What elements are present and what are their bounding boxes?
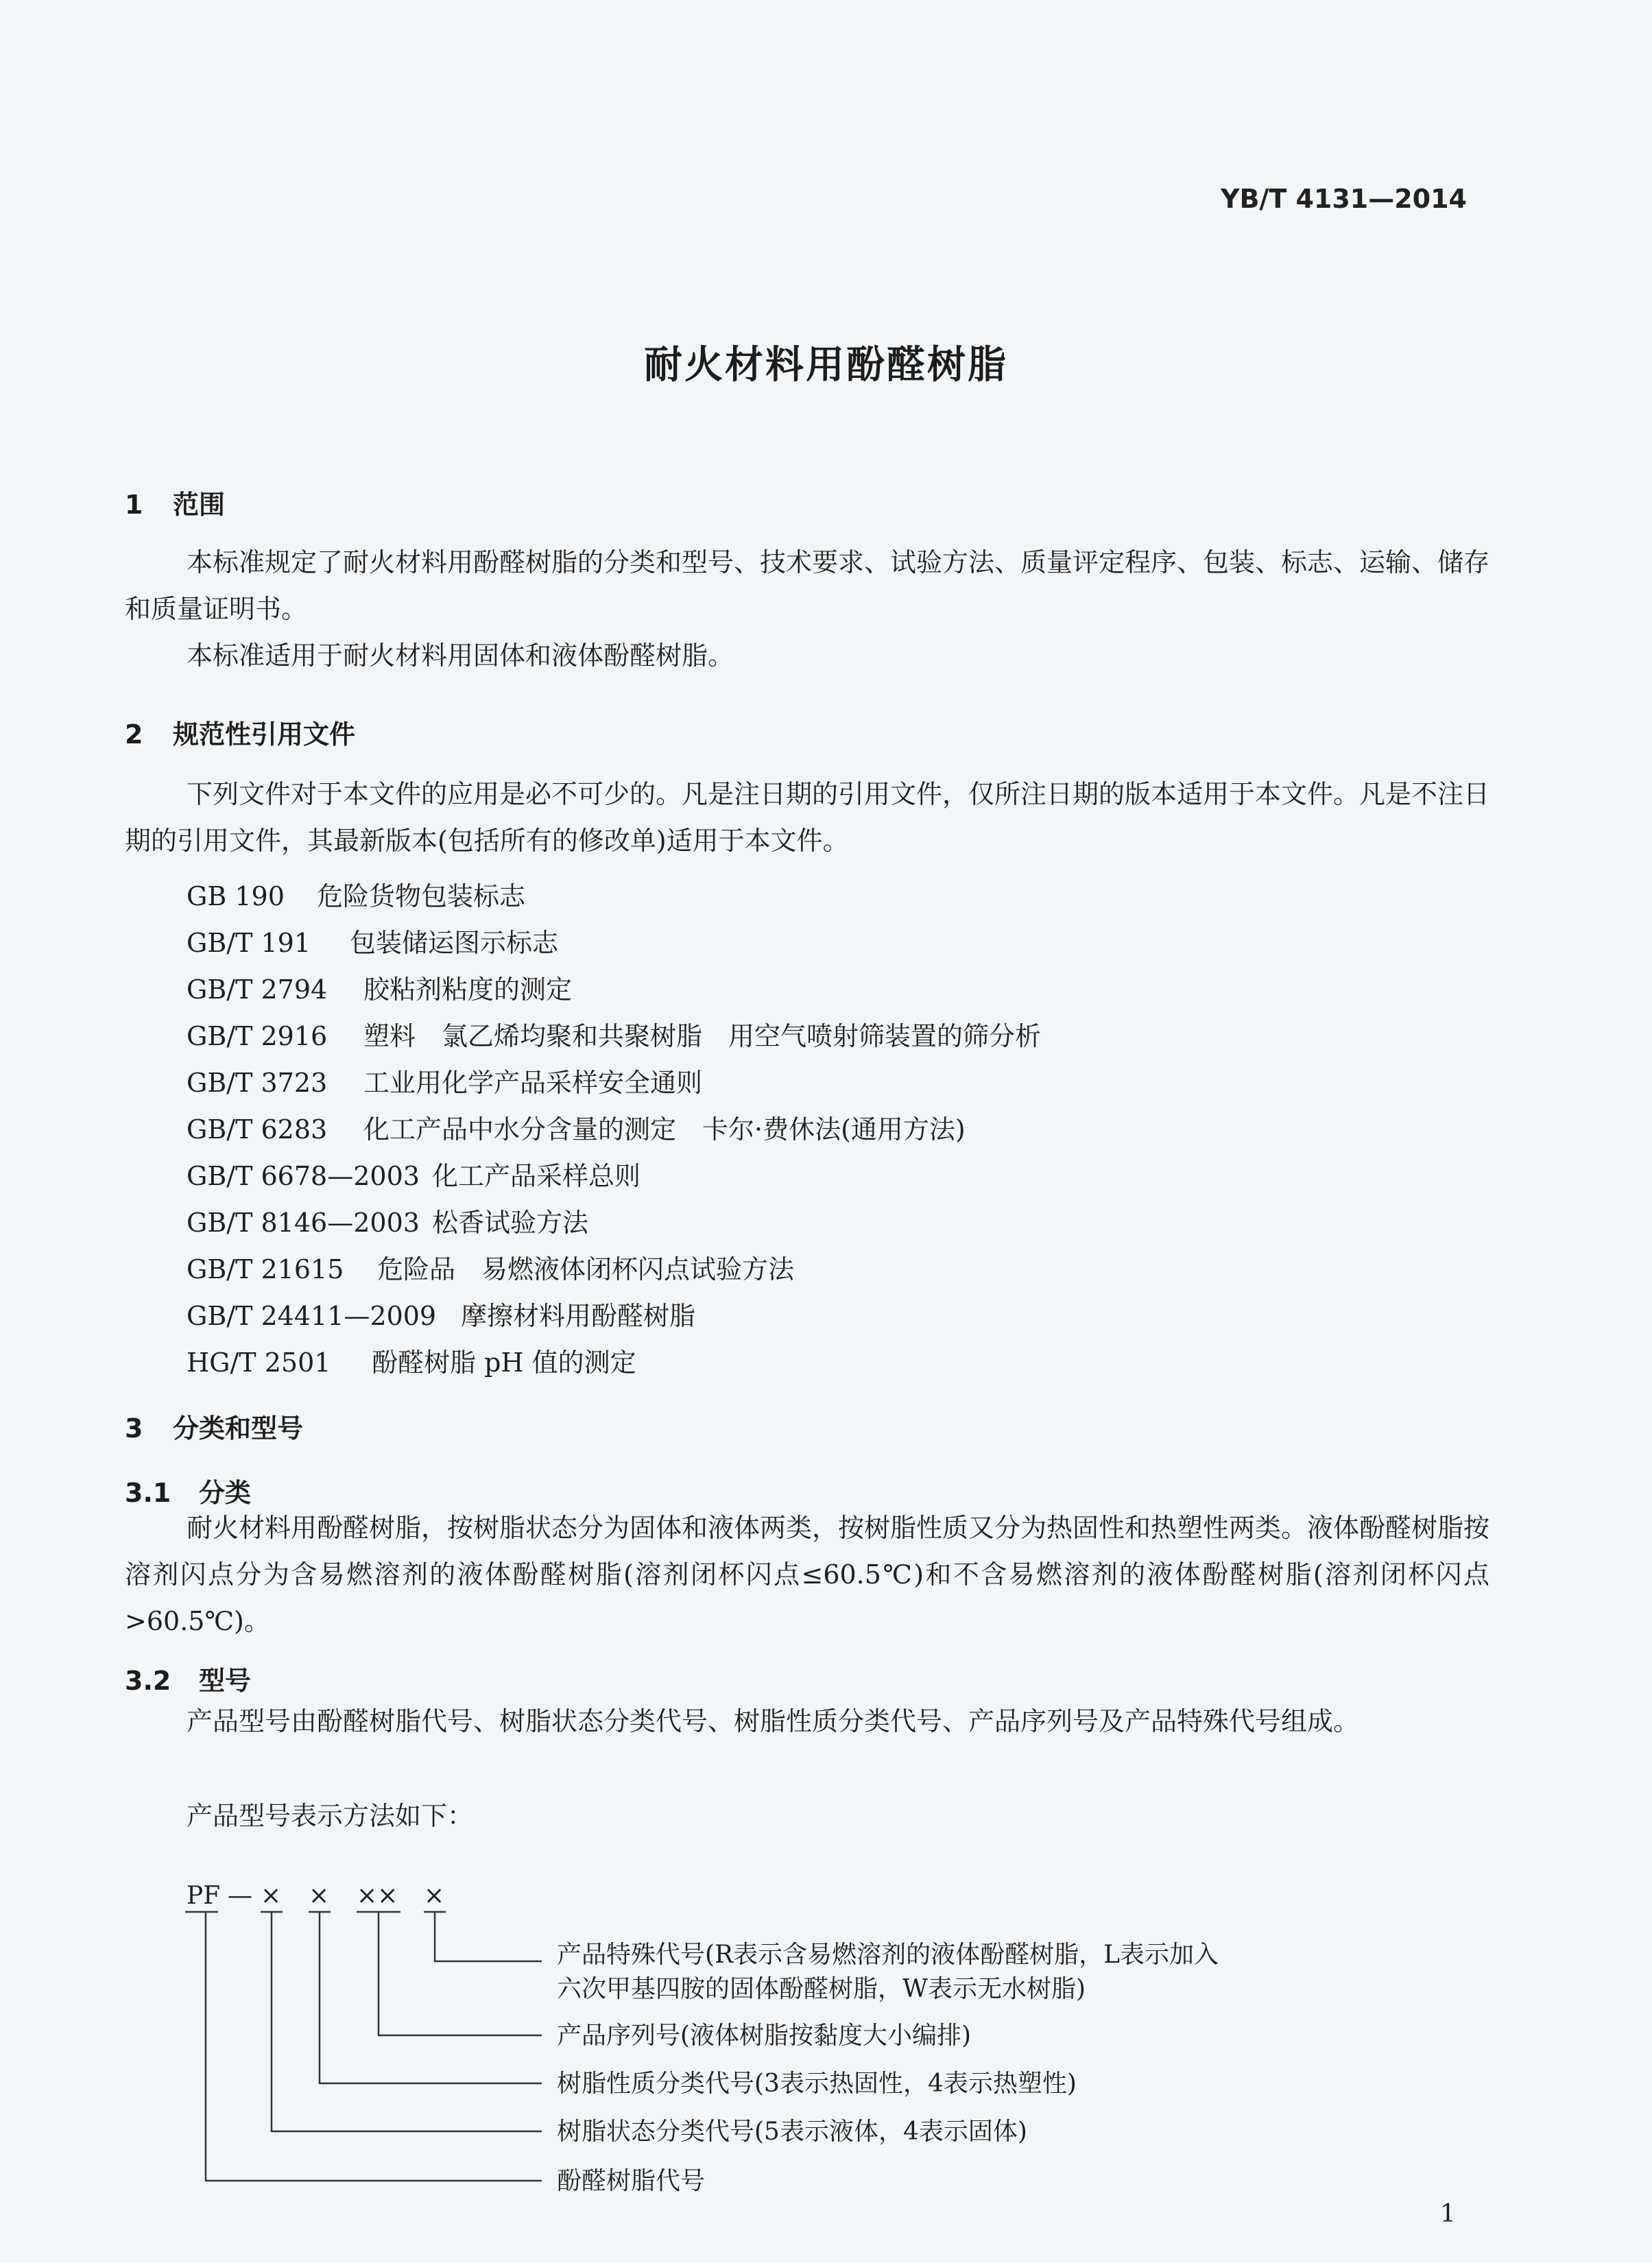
model-xx-serial: ×× [357, 1882, 398, 1910]
section-title: 规范性引用文件 [173, 719, 356, 750]
reference-code: GB/T 24411—2009 [187, 1301, 437, 1331]
reference-name: 包装储运图示标志 [350, 928, 559, 958]
model-x-special: × [424, 1882, 445, 1910]
reference-name: 化工产品中水分含量的测定 卡尔·费休法(通用方法) [363, 1114, 966, 1145]
paragraph-model-format: 产品型号表示方法如下： [187, 1801, 474, 1831]
reference-code: HG/T 2501 [187, 1348, 331, 1378]
reference-name: 化工产品采样总则 [432, 1161, 641, 1191]
reference-name: 工业用化学产品采样安全通则 [363, 1068, 703, 1098]
label-special-code-line1: 产品特殊代号(R表示含易燃溶剂的液体酚醛树脂，L表示加入 [557, 1941, 1219, 1969]
paragraph-scope-1: 本标准规定了耐火材料用酚醛树脂的分类和型号、技术要求、试验方法、质量评定程序、包装、标志、运输、储存和质量证明书。 [125, 547, 1490, 624]
model-prefix: PF [187, 1882, 221, 1910]
paragraph-model: 产品型号由酚醛树脂代号、树脂状态分类代号、树脂性质分类代号、产品序列号及产品特殊代号组成。 [187, 1706, 1360, 1736]
paragraph-scope-2: 本标准适用于耐火材料用固体和液体酚醛树脂。 [187, 640, 734, 671]
leader-special [435, 1912, 542, 1961]
leader-prefix [206, 1912, 542, 2181]
section-number: 3.1 [125, 1478, 171, 1508]
model-x-property: × [309, 1882, 330, 1910]
section-number: 1 [125, 490, 143, 520]
paragraph-refs-intro: 下列文件对于本文件的应用是必不可少的。凡是注日期的引用文件，仅所注日期的版本适用于本文件。凡是不注日期的引用文件，其最新版本(包括所有的修改单)适用于本文件。 [125, 779, 1490, 856]
section-number: 3.2 [125, 1666, 171, 1696]
section-title: 范围 [173, 490, 226, 520]
reference-code: GB/T 8146—2003 [187, 1208, 420, 1238]
label-special-code-line2: 六次甲基四胺的固体酚醛树脂，W表示无水树脂) [557, 1975, 1086, 2003]
reference-code: GB 190 [187, 881, 285, 911]
reference-name: 胶粘剂粘度的测定 [363, 974, 573, 1005]
reference-name: 危险货物包装标志 [317, 881, 526, 911]
paragraph-classification: 耐火材料用酚醛树脂，按树脂状态分为固体和液体两类，按树脂性质又分为热固性和热塑性两类。液体酚醛树脂按溶剂闪点分为含易燃溶剂的液体酚醛树脂(溶剂闭杯闪点≤60.5℃)和不含易燃溶剂的液体酚醛树脂(溶剂闭杯闪点>60.5℃)。 [125, 1513, 1490, 1636]
reference-code: GB/T 2794 [187, 974, 328, 1005]
label-resin-code: 酚醛树脂代号 [557, 2167, 706, 2195]
leader-state [272, 1912, 542, 2131]
reference-name: 酚醛树脂 pH 值的测定 [372, 1348, 636, 1378]
reference-name: 塑料 氯乙烯均聚和共聚树脂 用空气喷射筛装置的筛分析 [363, 1021, 1042, 1051]
model-dash: — [228, 1882, 252, 1910]
label-serial-number: 产品序列号(液体树脂按黏度大小编排) [557, 2022, 972, 2050]
reference-name: 摩擦材料用酚醛树脂 [461, 1301, 696, 1331]
section-title: 分类和型号 [173, 1413, 304, 1444]
reference-code: GB/T 21615 [187, 1254, 344, 1284]
reference-name: 危险品 易燃液体闭杯闪点试验方法 [377, 1254, 795, 1284]
standard-code: YB/T 4131—2014 [1220, 184, 1467, 214]
reference-code: GB/T 6283 [187, 1114, 328, 1145]
model-x-state: × [261, 1882, 282, 1910]
section-title: 分类 [199, 1478, 252, 1508]
leader-property [320, 1912, 542, 2083]
reference-code: GB/T 6678—2003 [187, 1161, 420, 1191]
leader-serial [379, 1912, 542, 2035]
reference-code: GB/T 3723 [187, 1068, 328, 1098]
page-number: 1 [1440, 2200, 1456, 2228]
section-number: 2 [125, 719, 143, 750]
section-number: 3 [125, 1413, 143, 1444]
reference-name: 松香试验方法 [432, 1208, 589, 1238]
section-title: 型号 [199, 1666, 252, 1696]
reference-code: GB/T 2916 [187, 1021, 328, 1051]
label-property-code: 树脂性质分类代号(3表示热固性，4表示热塑性) [557, 2070, 1077, 2098]
document-title: 耐火材料用酚醛树脂 [644, 343, 1008, 387]
reference-code: GB/T 191 [187, 928, 311, 958]
label-state-code: 树脂状态分类代号(5表示液体，4表示固体) [557, 2118, 1027, 2146]
